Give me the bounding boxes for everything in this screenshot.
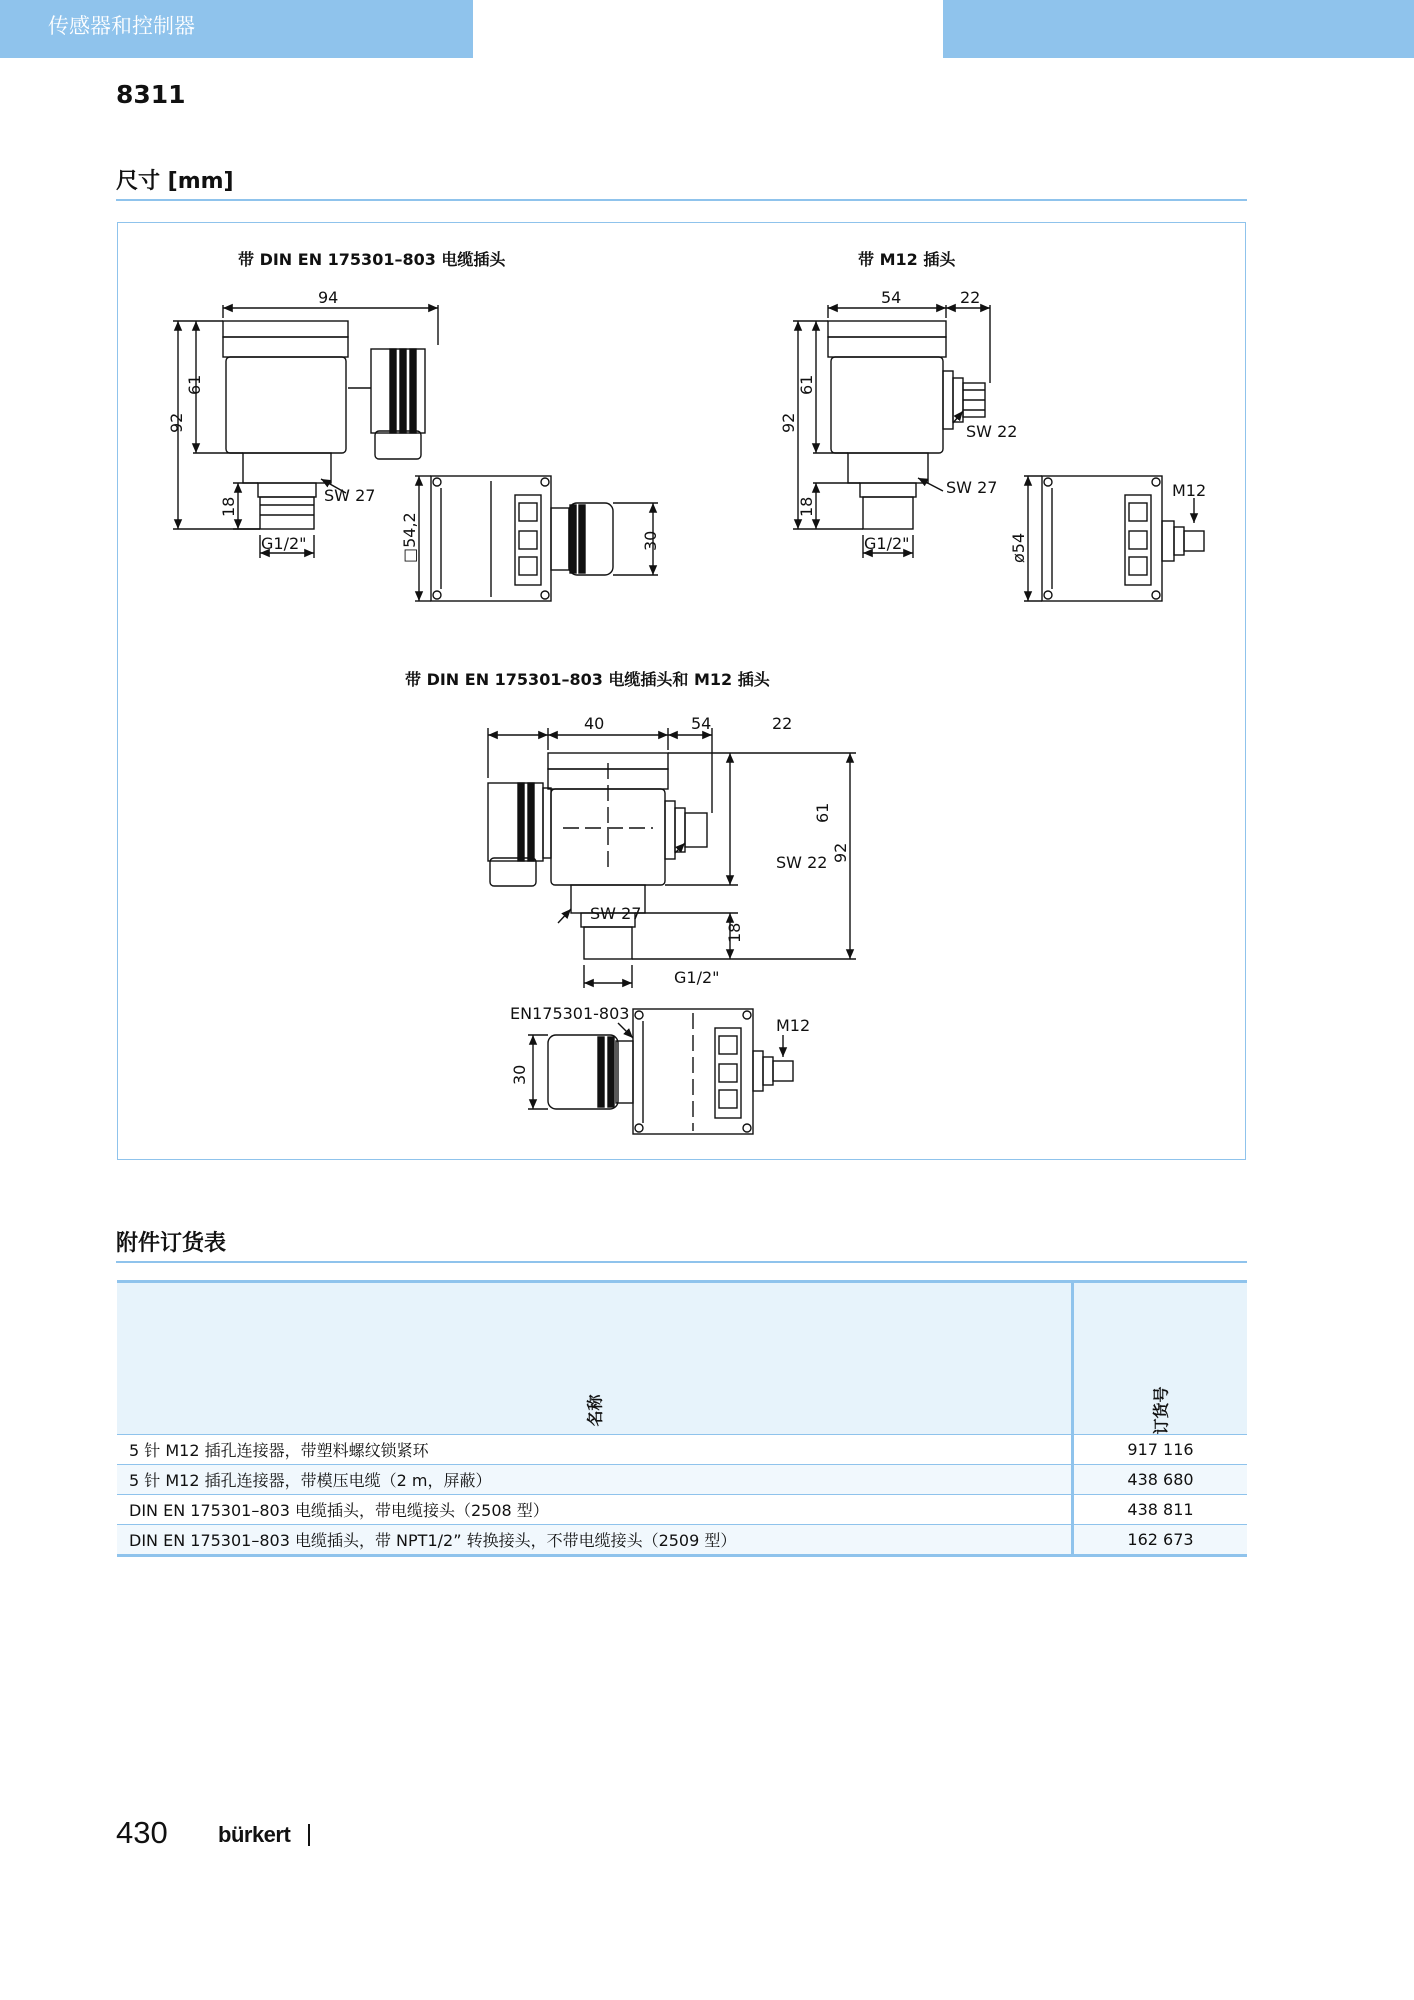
brand-logo: bürkert — [218, 1822, 291, 1847]
drawing-1-side — [173, 305, 438, 558]
dim-label: 30 — [510, 1064, 529, 1085]
row-order: 438 680 — [1073, 1465, 1248, 1495]
section-title-dimensions: 尺寸 [mm] — [116, 164, 1247, 201]
dim-label: 22 — [960, 288, 981, 307]
product-number: 8311 — [116, 80, 186, 109]
dim-label: M12 — [1172, 481, 1207, 500]
caption-drawing-2: 带 M12 插头 — [858, 250, 956, 269]
dim-label: SW 22 — [776, 853, 828, 872]
column-header-order-label: 订货号 — [1151, 1386, 1171, 1435]
table-row — [117, 1465, 1247, 1495]
page-number: 430 — [116, 1815, 168, 1850]
column-header-name — [117, 1282, 1073, 1435]
dim-label: 18 — [725, 922, 744, 943]
dim-label: M12 — [776, 1016, 811, 1035]
dim-label: 92 — [831, 842, 850, 863]
row-name: 5 针 M12 插孔连接器，带模压电缆（2 m，屏蔽） — [117, 1465, 1073, 1495]
dim-label: SW 27 — [590, 904, 642, 923]
section-title-accessories: 附件订货表 — [116, 1226, 1247, 1263]
table-row — [117, 1525, 1247, 1556]
row-name: 5 针 M12 插孔连接器，带塑料螺纹锁紧环 — [117, 1435, 1073, 1465]
dim-label: G1/2" — [864, 534, 910, 553]
header-bar-right — [943, 0, 1414, 58]
dimension-drawings — [117, 222, 1246, 1160]
dim-label: 54 — [881, 288, 902, 307]
accessories-table — [117, 1280, 1247, 1557]
table-row — [117, 1435, 1247, 1465]
dim-label: 92 — [779, 412, 798, 433]
dim-label: 22 — [772, 714, 793, 733]
dim-label: 94 — [318, 288, 339, 307]
dim-label: 30 — [641, 530, 660, 551]
drawings-svg — [118, 223, 1247, 1161]
column-header-order — [1073, 1282, 1248, 1435]
row-order: 917 116 — [1073, 1435, 1248, 1465]
dim-label: □54,2 — [400, 512, 419, 563]
dim-label: SW 27 — [946, 478, 998, 497]
dim-label: SW 22 — [966, 422, 1018, 441]
row-name: DIN EN 175301–803 电缆插头，带电缆接头（2508 型） — [117, 1495, 1073, 1525]
table-header-row — [117, 1282, 1247, 1435]
dim-label: 92 — [167, 412, 186, 433]
dim-label: ø54 — [1009, 532, 1028, 563]
row-name: DIN EN 175301–803 电缆插头，带 NPT1/2” 转换接头，不带电缆接头（2509 型） — [117, 1525, 1073, 1556]
dim-label: 61 — [185, 374, 204, 395]
drawing-2-side — [793, 305, 990, 558]
caption-drawing-3: 带 DIN EN 175301–803 电缆插头和 M12 插头 — [405, 670, 770, 689]
row-order: 162 673 — [1073, 1525, 1248, 1556]
header-title: 传感器和控制器 — [48, 14, 195, 38]
dim-label: G1/2" — [674, 968, 720, 987]
dim-label: 18 — [219, 496, 238, 517]
column-header-name-label: 名称 — [585, 1394, 605, 1427]
caption-drawing-1: 带 DIN EN 175301–803 电缆插头 — [238, 250, 506, 269]
table-row — [117, 1495, 1247, 1525]
header-bar-left — [0, 0, 473, 58]
drawing-3-top — [528, 1009, 793, 1134]
row-order: 438 811 — [1073, 1495, 1248, 1525]
drawing-1-top — [415, 476, 658, 601]
dim-label: 18 — [797, 496, 816, 517]
dim-label: 54 — [691, 714, 712, 733]
dim-label: EN175301-803 — [510, 1004, 630, 1023]
dim-label: 40 — [584, 714, 605, 733]
dim-label: 61 — [813, 802, 832, 823]
dim-label: 61 — [797, 374, 816, 395]
dim-label: SW 27 — [324, 486, 376, 505]
brand-divider — [308, 1824, 310, 1846]
dim-label: G1/2" — [261, 534, 307, 553]
